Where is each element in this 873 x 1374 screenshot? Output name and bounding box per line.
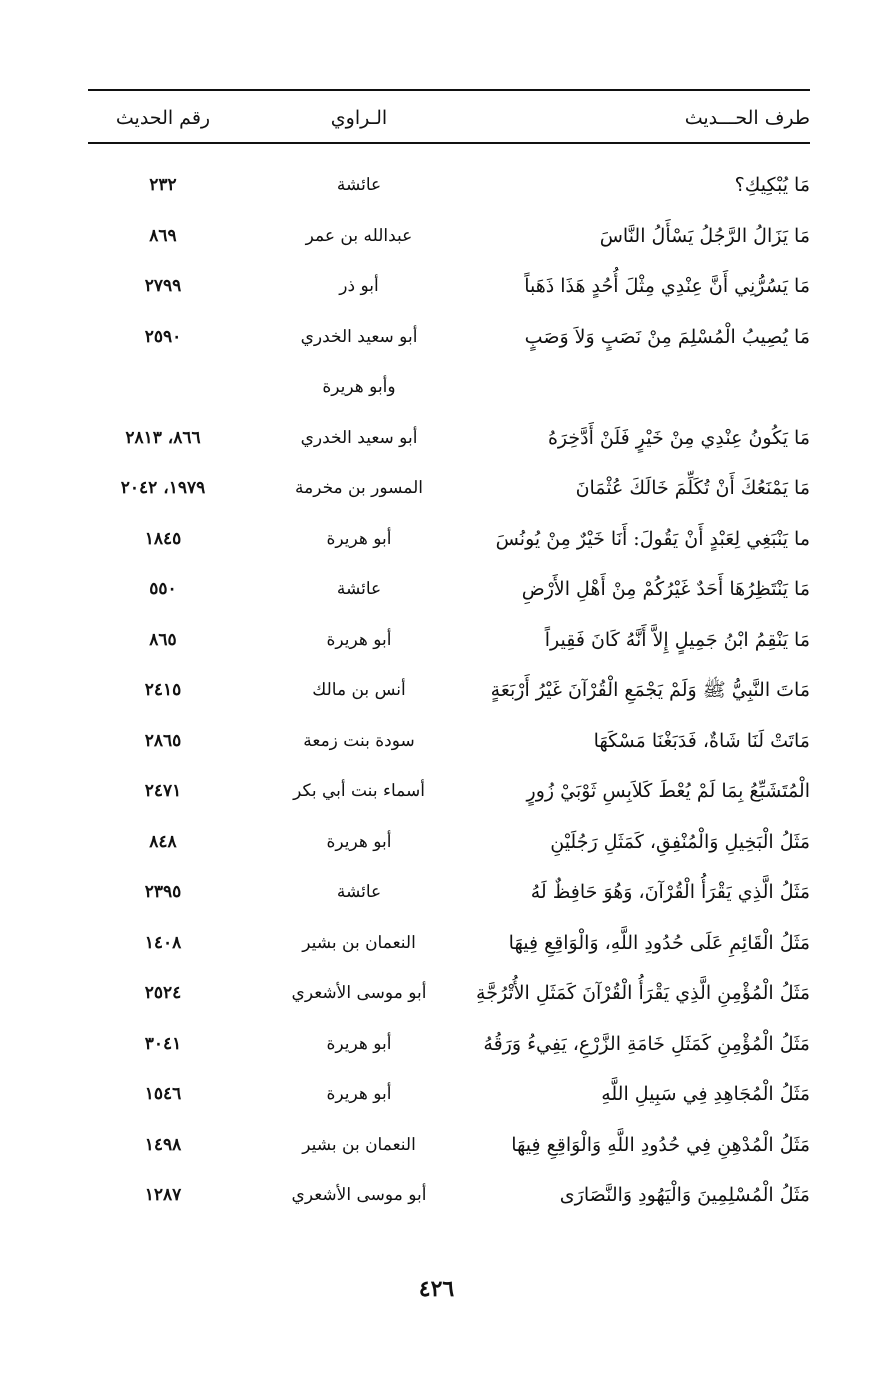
narrator: أبو ذر xyxy=(339,276,379,296)
hadith-number: ١٤٩٨ xyxy=(144,1134,182,1155)
table-row xyxy=(88,918,810,969)
hadith-number: ٨٦٥ xyxy=(149,629,177,650)
hadith-number: ٨٦٩ xyxy=(149,225,177,246)
narrator: عائشة xyxy=(336,579,382,599)
table-row xyxy=(88,463,810,514)
table-row xyxy=(88,1170,810,1221)
table-row xyxy=(88,615,810,666)
hadith-number: ٣٠٤١ xyxy=(144,1033,182,1054)
hadith-number: ٥٥٠ xyxy=(149,579,177,599)
hadith-number: ٢٥٢٤ xyxy=(144,983,182,1003)
table-row xyxy=(88,160,810,211)
header-narrator: الـراوي xyxy=(330,107,388,129)
table-row xyxy=(88,1120,810,1171)
narrator: أنس بن مالك xyxy=(312,680,406,700)
hadith-text: الْمُتَشَبِّعُ بِمَا لَمْ يُعْطَ كَلاَبِسِ ثَوْبَيْ زُورٍ xyxy=(526,780,810,802)
narrator: أبو هريرة xyxy=(326,629,392,650)
hadith-text: مَثَلُ الْمُدْهِنِ فِي حُدُودِ اللَّهِ وَالْوَاقِعِ فِيهَا xyxy=(511,1133,810,1156)
hadith-text: ما يَنْبَغِي لِعَبْدٍ أَنْ يَقُولَ: أَنَا خَيْرٌ مِنْ يُونُسَ xyxy=(495,527,810,550)
hadith-text: مَثَلُ الْقَائِمِ عَلَى حُدُودِ اللَّهِ، وَالْوَاقِعِ فِيهَا xyxy=(508,931,810,954)
hadith-text: مَثَلُ الْمُسْلِمِينَ وَالْيَهُودِ وَالنَّصَارَى xyxy=(559,1184,810,1206)
table-row xyxy=(88,867,810,918)
table-row xyxy=(88,362,810,413)
hadith-number: ٢٣٩٥ xyxy=(144,882,182,902)
page-number: ٤٢٦ xyxy=(418,1276,455,1302)
hadith-number: ١٩٧٩، ٢٠٤٢ xyxy=(120,478,206,498)
table-row xyxy=(88,564,810,615)
hadith-text: مَا يَنْقِمُ ابْنُ جَمِيلٍ إِلاَّ أَنَّهُ كَانَ فَقِيراً xyxy=(544,628,810,651)
table-row xyxy=(88,514,810,565)
hadith-number: ١٢٨٧ xyxy=(144,1185,182,1205)
narrator: عبدالله بن عمر xyxy=(305,225,413,246)
hadith-text: مَا يُبْكِيكِ؟ xyxy=(734,174,810,196)
narrator: النعمان بن بشير xyxy=(302,1134,416,1155)
hadith-text: مَا يَسُرُّنِي أَنَّ عِنْدِي مِثْلَ أُحُدٍ هَذَا ذَهَباً xyxy=(524,275,810,297)
table-row xyxy=(88,261,810,312)
header-top-rule xyxy=(88,89,810,91)
narrator: أبو هريرة xyxy=(326,831,392,852)
narrator: المسور بن مخرمة xyxy=(294,478,424,498)
hadith-text: مَا يُصِيبُ الْمُسْلِمَ مِنْ نَصَبٍ وَلاَ وَصَبٍ xyxy=(524,325,810,348)
table-row xyxy=(88,413,810,464)
narrator: النعمان بن بشير xyxy=(302,932,416,953)
hadith-text: مَا يَمْنَعُكَ أَنْ تُكَلِّمَ خَالَكَ عُثْمَانَ xyxy=(575,477,810,499)
narrator: وأبو هريرة xyxy=(322,377,396,397)
header-hadith-text: طرف الحـــديث xyxy=(684,107,810,129)
hadith-number: ٢٥٩٠ xyxy=(144,326,182,347)
narrator: أسماء بنت أبي بكر xyxy=(293,781,425,801)
hadith-number: ٢٣٢ xyxy=(149,175,177,195)
narrator: سودة بنت زمعة xyxy=(303,730,415,751)
hadith-text: مَا يَنْتَظِرُهَا أَحَدٌ غَيْرُكُمْ مِنْ أَهْلِ الأَرْضِ xyxy=(521,578,810,600)
narrator: عائشة xyxy=(336,175,382,195)
narrator: أبو موسى الأشعري xyxy=(291,983,427,1003)
table-row xyxy=(88,665,810,716)
narrator: أبو سعيد الخدري xyxy=(300,326,418,347)
hadith-number: ٢٨٦٥ xyxy=(144,730,182,751)
narrator: أبو هريرة xyxy=(326,528,392,549)
narrator: أبو سعيد الخدري xyxy=(300,427,418,448)
table-row xyxy=(88,968,810,1019)
hadith-text: مَا يَكُونُ عِنْدِي مِنْ خَيْرٍ فَلَنْ أَدَّخِرَهُ xyxy=(547,426,810,449)
hadith-text: مَاتَ النَّبِيُّ ﷺ وَلَمْ يَجْمَعِ الْقُرْآنَ غَيْرُ أَرْبَعَةٍ xyxy=(490,679,810,701)
table-row xyxy=(88,766,810,817)
table-row xyxy=(88,817,810,868)
hadith-number: ٢٤١٥ xyxy=(144,680,182,700)
narrator: أبو هريرة xyxy=(326,1084,392,1104)
hadith-text: مَاتَتْ لَنَا شَاةٌ، فَدَبَغْنَا مَسْكَهَا xyxy=(593,729,810,752)
narrator: أبو موسى الأشعري xyxy=(291,1185,427,1205)
hadith-number: ٨٦٦، ٢٨١٣ xyxy=(125,427,201,448)
hadith-text: مَا يَزَالُ الرَّجُلُ يَسْأَلُ النَّاسَ xyxy=(599,224,810,247)
table-row xyxy=(88,1019,810,1070)
table-row xyxy=(88,716,810,767)
narrator: أبو هريرة xyxy=(326,1033,392,1054)
hadith-number: ١٤٠٨ xyxy=(144,932,182,953)
header-hadith-number: رقم الحديث xyxy=(115,107,211,129)
table-row xyxy=(88,211,810,262)
hadith-text: مَثَلُ الَّذِي يَقْرَأُ الْقُرْآنَ، وَهُوَ حَافِظٌ لَهُ xyxy=(530,881,810,903)
table-row xyxy=(88,312,810,363)
hadith-text: مَثَلُ الْبَخِيلِ وَالْمُنْفِقِ، كَمَثَلِ رَجُلَيْنِ xyxy=(550,830,810,853)
hadith-text: مَثَلُ الْمُؤْمِنِ كَمَثَلِ خَامَةِ الزَّرْعِ، يَفِيءُ وَرَقُهُ xyxy=(483,1032,810,1055)
table-row xyxy=(88,1069,810,1120)
hadith-text: مَثَلُ الْمُجَاهِدِ فِي سَبِيلِ اللَّهِ xyxy=(601,1083,810,1105)
hadith-number: ٢٤٧١ xyxy=(144,781,182,801)
hadith-number: ١٨٤٥ xyxy=(144,528,182,549)
hadith-text: مَثَلُ الْمُؤْمِنِ الَّذِي يَقْرَأُ الْقُرْآنَ كَمَثَلِ الأُتْرُجَّةِ xyxy=(476,982,810,1004)
narrator: عائشة xyxy=(336,882,382,902)
hadith-number: ١٥٤٦ xyxy=(144,1084,182,1104)
table-body xyxy=(88,160,810,1221)
header-bottom-rule xyxy=(88,142,810,144)
hadith-number: ٨٤٨ xyxy=(149,831,177,852)
hadith-number: ٢٧٩٩ xyxy=(144,276,182,296)
table-header xyxy=(88,98,810,138)
